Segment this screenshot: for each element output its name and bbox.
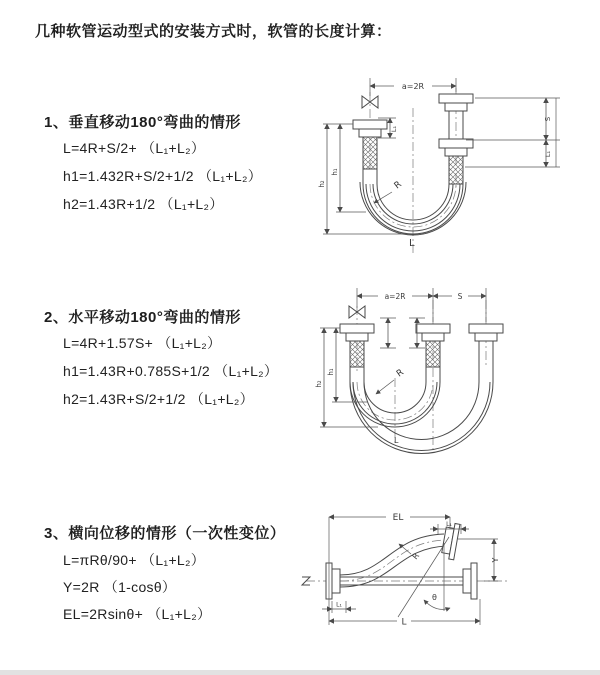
dim-label-l: L bbox=[401, 617, 407, 628]
dim-s bbox=[433, 292, 486, 301]
dim-label-h1: h₁ bbox=[331, 168, 339, 176]
diagram-2-svg bbox=[310, 282, 540, 464]
dim-h bbox=[315, 328, 378, 427]
dim-label-l: L bbox=[409, 238, 415, 249]
diagram-3-svg bbox=[298, 503, 513, 645]
dim-el bbox=[329, 513, 450, 625]
section-3-formula-Y: Y=2R （1-cosθ） bbox=[63, 579, 177, 595]
section-1-heading: 1、垂直移动180°弯曲的情形 bbox=[44, 114, 241, 131]
dim-a-2r bbox=[370, 78, 456, 96]
centerlines bbox=[357, 300, 486, 450]
dim-label-h2: h₂ bbox=[315, 380, 323, 388]
diagram-vertical-180-bend bbox=[308, 72, 570, 262]
left-fitting bbox=[340, 324, 374, 367]
section-1-formula-h2: h2=1.43R+1/2 （L₁+L₂） bbox=[63, 196, 224, 212]
radius-leader bbox=[374, 180, 404, 203]
section-2-formula-h1: h1=1.43R+0.785S+1/2 （L₁+L₂） bbox=[63, 363, 279, 379]
dim-label-l: L bbox=[394, 436, 399, 445]
right-fitting bbox=[469, 324, 503, 341]
dim-label-l1-left: L₁ bbox=[390, 125, 398, 133]
dim-label-h1: h₁ bbox=[327, 368, 335, 376]
section-3-formula-EL: EL=2Rsinθ+ （L₁+L₂） bbox=[63, 606, 212, 622]
dim-label-h2: h₂ bbox=[318, 180, 326, 188]
dim-label-r: R bbox=[394, 367, 406, 380]
section-3-formula-L: L=πRθ/90+ （L₁+L₂） bbox=[63, 552, 206, 568]
dim-l bbox=[329, 599, 480, 628]
diagram-1-svg bbox=[308, 72, 570, 262]
dim-label-a2r: a=2R bbox=[384, 292, 406, 301]
dim-label-s: S bbox=[457, 292, 463, 301]
left-flange bbox=[326, 563, 340, 599]
dim-label-y: Y bbox=[491, 557, 500, 563]
middle-fitting bbox=[416, 324, 450, 367]
left-fitting bbox=[353, 120, 387, 169]
dim-label-r: R bbox=[410, 551, 422, 562]
page-title: 几种软管运动型式的安装方式时，软管的长度计算： bbox=[35, 23, 392, 40]
dim-label-r: R bbox=[392, 179, 404, 192]
dim-a-2r bbox=[357, 288, 486, 322]
right-fitting bbox=[439, 94, 473, 184]
dim-label-theta: θ bbox=[432, 593, 437, 602]
scan-edge bbox=[0, 670, 600, 675]
section-1-formula-L: L=4R+S/2+ （L₁+L₂） bbox=[63, 140, 206, 156]
section-2-heading: 2、水平移动180°弯曲的情形 bbox=[44, 309, 241, 326]
dim-label-l1-bottom: L₁ bbox=[336, 601, 342, 609]
dim-label-el: EL bbox=[392, 513, 404, 523]
diagram-horizontal-180-bend bbox=[310, 282, 540, 464]
dim-label-l1-top: L₁ bbox=[446, 521, 452, 528]
section-3-heading: 3、横向位移的情形（一次性变位） bbox=[44, 525, 286, 542]
dim-label-s: S bbox=[544, 116, 552, 122]
dim-s-l1-right bbox=[465, 98, 560, 167]
radius-leader bbox=[376, 368, 406, 394]
section-1-formula-h1: h1=1.432R+S/2+1/2 （L₁+L₂） bbox=[63, 168, 263, 184]
section-2-formula-L: L=4R+1.57S+ （L₁+L₂） bbox=[63, 335, 222, 351]
diagram-lateral-displacement bbox=[298, 503, 513, 645]
dim-label-l1-right: L₁ bbox=[544, 150, 552, 158]
dim-l1-bottom bbox=[322, 601, 356, 613]
dim-label-a2r: a=2R bbox=[401, 82, 425, 91]
section-2-formula-h2: h2=1.43R+S/2+1/2 （L₁+L₂） bbox=[63, 391, 254, 407]
